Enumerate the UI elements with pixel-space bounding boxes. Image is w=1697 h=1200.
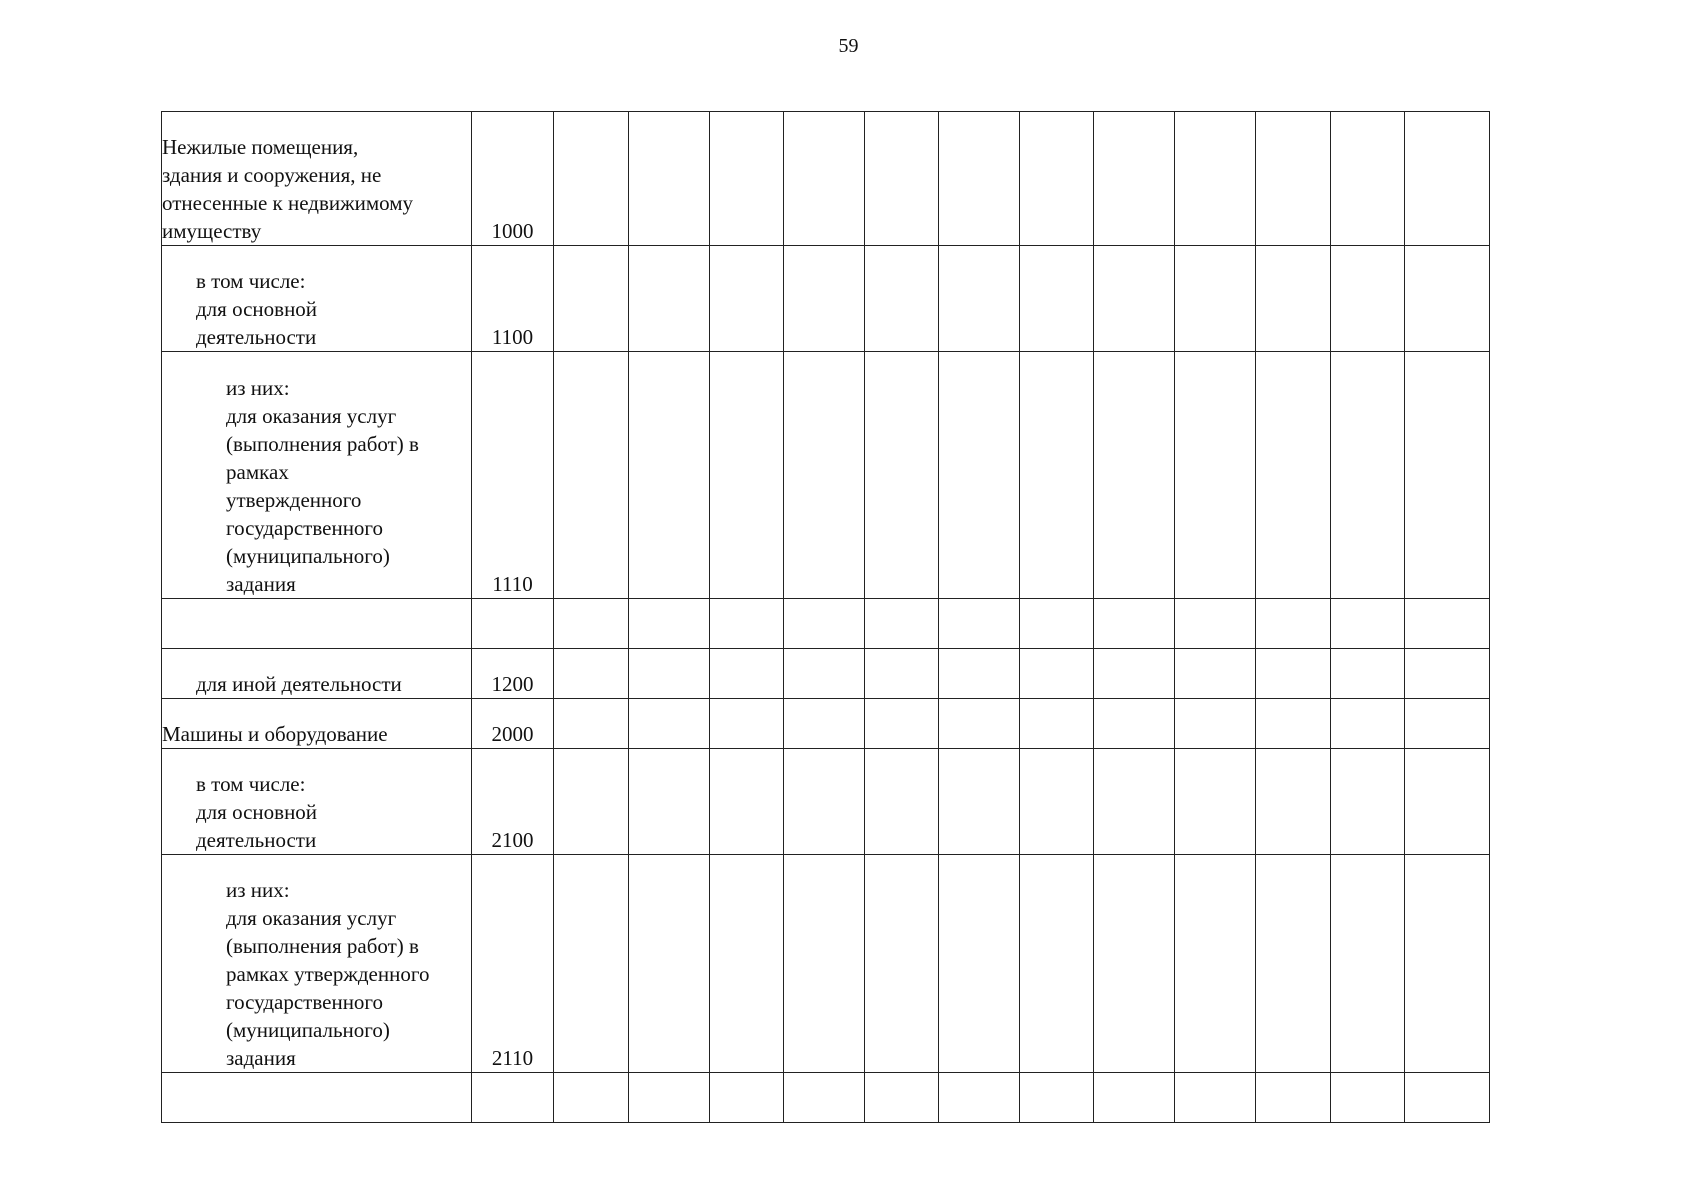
value-cell	[939, 599, 1020, 649]
value-cell	[1094, 599, 1175, 649]
table-row	[162, 112, 1490, 246]
value-cell	[1256, 699, 1331, 749]
value-cell	[1405, 112, 1490, 246]
row-label: из них: для оказания услуг (выполнения работ) в рамках утвержденного государственного (муниципального) задания	[226, 376, 419, 596]
value-cell	[1331, 855, 1405, 1073]
value-cell	[865, 1073, 939, 1123]
value-cell	[865, 649, 939, 699]
value-cell	[629, 599, 710, 649]
value-cell	[1331, 649, 1405, 699]
value-cell	[1331, 749, 1405, 855]
value-cell	[1405, 599, 1490, 649]
value-cell	[554, 699, 629, 749]
value-cell	[865, 246, 939, 352]
value-cell	[1020, 352, 1094, 599]
value-cell	[784, 112, 865, 246]
value-cell	[1020, 699, 1094, 749]
value-cell	[1094, 352, 1175, 599]
value-cell	[784, 246, 865, 352]
value-cell	[710, 352, 784, 599]
value-cell	[1331, 699, 1405, 749]
table-row	[162, 1073, 1490, 1123]
value-cell	[1256, 1073, 1331, 1123]
value-cell	[1175, 599, 1256, 649]
value-cell	[1175, 352, 1256, 599]
page-number: 59	[838, 35, 859, 57]
value-cell	[1331, 112, 1405, 246]
row-code: 2100	[472, 749, 554, 855]
value-cell	[1405, 699, 1490, 749]
value-cell	[784, 352, 865, 599]
value-cell	[1256, 246, 1331, 352]
value-cell	[939, 112, 1020, 246]
value-cell	[939, 749, 1020, 855]
value-cell	[865, 749, 939, 855]
value-cell	[1175, 112, 1256, 246]
value-cell	[1020, 599, 1094, 649]
value-cell	[1020, 855, 1094, 1073]
row-label-cell	[162, 855, 472, 1073]
value-cell	[865, 599, 939, 649]
value-cell	[1405, 1073, 1490, 1123]
row-label: для иной деятельности	[196, 672, 402, 696]
value-cell	[1020, 749, 1094, 855]
row-code: 2110	[472, 855, 554, 1073]
value-cell	[1256, 599, 1331, 649]
value-cell	[1175, 749, 1256, 855]
row-label: из них: для оказания услуг (выполнения работ) в рамках утвержденного государственного (муниципального) задания	[226, 878, 430, 1070]
row-label-cell	[162, 112, 472, 246]
value-cell	[1175, 649, 1256, 699]
value-cell	[1331, 352, 1405, 599]
value-cell	[865, 855, 939, 1073]
value-cell	[1175, 699, 1256, 749]
value-cell	[1175, 1073, 1256, 1123]
row-code: 1200	[472, 649, 554, 699]
table-row	[162, 855, 1490, 1073]
row-label-cell	[162, 1073, 472, 1123]
value-cell	[1020, 112, 1094, 246]
row-label-cell	[162, 599, 472, 649]
row-label-cell	[162, 649, 472, 699]
value-cell	[629, 112, 710, 246]
value-cell	[939, 1073, 1020, 1123]
row-label: Нежилые помещения, здания и сооружения, не отнесенные к недвижимому имуществу	[162, 135, 414, 243]
value-cell	[710, 699, 784, 749]
value-cell	[554, 112, 629, 246]
value-cell	[1405, 246, 1490, 352]
row-code: 2000	[472, 699, 554, 749]
value-cell	[784, 749, 865, 855]
value-cell	[629, 699, 710, 749]
value-cell	[1175, 855, 1256, 1073]
value-cell	[939, 855, 1020, 1073]
value-cell	[1331, 1073, 1405, 1123]
value-cell	[784, 649, 865, 699]
value-cell	[710, 1073, 784, 1123]
value-cell	[1020, 1073, 1094, 1123]
row-label-cell	[162, 352, 472, 599]
value-cell	[1405, 749, 1490, 855]
row-label: в том числе: для основной деятельности	[196, 269, 318, 349]
value-cell	[710, 749, 784, 855]
row-label: Машины и оборудование	[162, 722, 388, 746]
value-cell	[1256, 112, 1331, 246]
value-cell	[784, 699, 865, 749]
value-cell	[629, 649, 710, 699]
value-cell	[1256, 855, 1331, 1073]
value-cell	[865, 699, 939, 749]
value-cell	[554, 246, 629, 352]
value-cell	[1094, 649, 1175, 699]
value-cell	[939, 246, 1020, 352]
table-row	[162, 352, 1490, 599]
value-cell	[710, 599, 784, 649]
value-cell	[1094, 246, 1175, 352]
value-cell	[554, 599, 629, 649]
value-cell	[710, 855, 784, 1073]
value-cell	[784, 599, 865, 649]
report-table	[161, 111, 1490, 1123]
value-cell	[784, 1073, 865, 1123]
value-cell	[865, 352, 939, 599]
row-code	[472, 1073, 554, 1123]
table-row	[162, 699, 1490, 749]
value-cell	[1256, 749, 1331, 855]
row-code	[472, 599, 554, 649]
row-code: 1100	[472, 246, 554, 352]
row-label-cell	[162, 246, 472, 352]
value-cell	[1094, 1073, 1175, 1123]
value-cell	[939, 699, 1020, 749]
table-row	[162, 599, 1490, 649]
value-cell	[629, 749, 710, 855]
value-cell	[939, 649, 1020, 699]
value-cell	[1094, 699, 1175, 749]
value-cell	[629, 352, 710, 599]
row-label-cell	[162, 699, 472, 749]
table-row	[162, 749, 1490, 855]
row-code: 1000	[472, 112, 554, 246]
value-cell	[629, 855, 710, 1073]
value-cell	[710, 246, 784, 352]
value-cell	[1405, 855, 1490, 1073]
value-cell	[554, 1073, 629, 1123]
value-cell	[554, 749, 629, 855]
value-cell	[710, 649, 784, 699]
row-code: 1110	[472, 352, 554, 599]
value-cell	[629, 1073, 710, 1123]
value-cell	[1094, 749, 1175, 855]
value-cell	[1020, 246, 1094, 352]
table-row	[162, 246, 1490, 352]
value-cell	[1256, 649, 1331, 699]
value-cell	[1094, 855, 1175, 1073]
value-cell	[1020, 649, 1094, 699]
value-cell	[629, 246, 710, 352]
value-cell	[554, 649, 629, 699]
row-label-cell	[162, 749, 472, 855]
table-body	[162, 112, 1490, 1123]
value-cell	[554, 352, 629, 599]
value-cell	[1175, 246, 1256, 352]
value-cell	[1094, 112, 1175, 246]
value-cell	[710, 112, 784, 246]
value-cell	[784, 855, 865, 1073]
row-label: в том числе: для основной деятельности	[196, 772, 318, 852]
value-cell	[1331, 599, 1405, 649]
value-cell	[1256, 352, 1331, 599]
value-cell	[1405, 649, 1490, 699]
value-cell	[939, 352, 1020, 599]
table-row	[162, 649, 1490, 699]
value-cell	[1331, 246, 1405, 352]
value-cell	[1405, 352, 1490, 599]
value-cell	[865, 112, 939, 246]
value-cell	[554, 855, 629, 1073]
